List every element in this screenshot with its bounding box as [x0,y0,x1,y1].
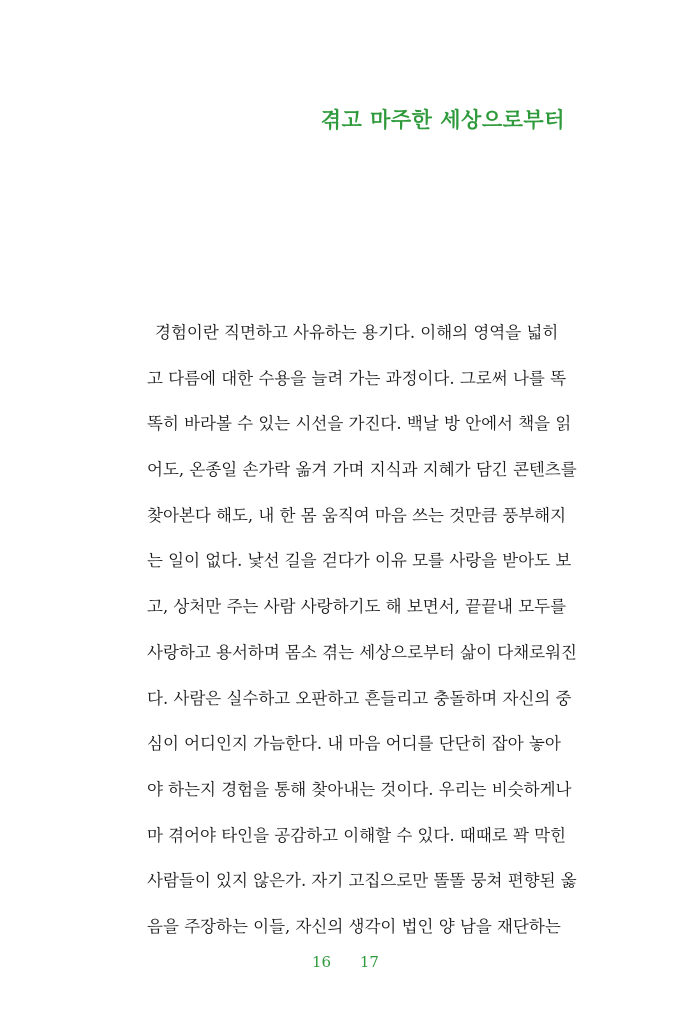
text-line: 똑히 바라볼 수 있는 시선을 가진다. 백날 방 안에서 책을 읽 [147,414,572,434]
text-line: 경험이란 직면하고 사유하는 용기다. 이해의 영역을 넓히 [155,323,559,342]
text-line: 다. 사람은 실수하고 오판하고 흔들리고 충돌하며 자신의 중 [147,688,572,708]
text-line: 야 하는지 경험을 통해 찾아내는 것이다. 우리는 비슷하게나 [147,779,572,799]
text-line: 는 일이 없다. 낯선 길을 걷다가 이유 모를 사랑을 받아도 보 [147,551,572,571]
page-title: 겪고 마주한 세상으로부터 [320,107,565,132]
text-line: 심이 어디인지 가늠한다. 내 마음 어디를 단단히 잡아 놓아 [147,734,561,754]
text-line: 고 다름에 대한 수용을 늘려 가는 과정이다. 그로써 나를 똑 [147,368,567,388]
page-number-left: 16 [312,953,332,971]
page-numbers [0,953,691,971]
page-number-right: 17 [359,953,379,971]
text-line: 사랑하고 용서하며 몸소 겪는 세상으로부터 삶이 다채로워진 [147,642,577,662]
text-line: 찾아본다 해도, 내 한 몸 움직여 마음 쓰는 것만큼 풍부해지 [147,505,567,525]
body-paragraph [147,310,577,950]
text-line: 어도, 온종일 손가락 옮겨 가며 지식과 지혜가 담긴 콘텐츠를 [147,460,577,480]
text-line: 고, 상처만 주는 사람 사랑하기도 해 보면서, 끝끝내 모두를 [147,597,567,617]
text-line: 사람들이 있지 않은가. 자기 고집으로만 똘똘 뭉쳐 편향된 옳 [147,871,577,891]
text-line: 마 겪어야 타인을 공감하고 이해할 수 있다. 때때로 꽉 막힌 [147,825,567,845]
text-line: 음을 주장하는 이들, 자신의 생각이 법인 양 남을 재단하는 [147,916,561,936]
